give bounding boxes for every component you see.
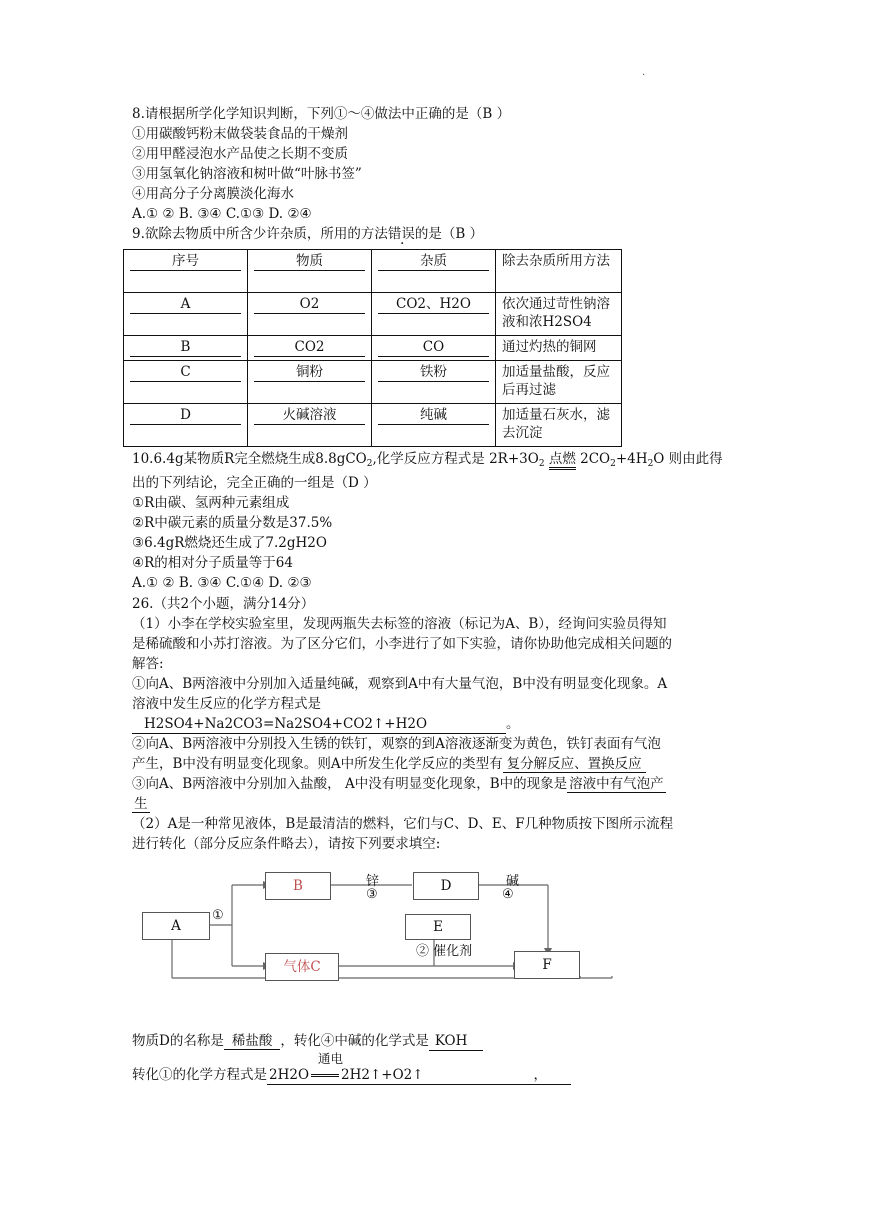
node-c: 气体C bbox=[265, 953, 339, 981]
q26-s2-answer: 复分解反应、置换反应 bbox=[503, 756, 646, 773]
flow-diagram bbox=[128, 858, 614, 990]
table-row: C 铜粉 铁粉 加适量盐酸，反应后再过滤 bbox=[124, 361, 622, 404]
label-4: ④ bbox=[502, 887, 514, 902]
q26-s1-answer: H2SO4+Na2CO3=Na2SO4+CO2↑+H2O bbox=[132, 715, 506, 734]
q26-stem: 26.（共2个小题，满分14分） bbox=[132, 596, 315, 612]
q10-item-1: ①R由碳、氢两种元素组成 bbox=[132, 495, 290, 511]
q10-options: A.① ② B. ③④ C.①④ D. ②③ bbox=[132, 575, 312, 591]
q9-table bbox=[123, 249, 622, 447]
q26-s1-answer-line: H2SO4+Na2CO3=Na2SO4+CO2↑+H2O 。 bbox=[132, 715, 520, 734]
q10-stem-line2: 出的下列结论，完全正确的一组是（D ） bbox=[132, 475, 377, 491]
q9-stem bbox=[132, 225, 483, 243]
q26-s1-line2: 溶液中发生反应的化学方程式是 bbox=[132, 696, 321, 712]
label-base: 碱 bbox=[506, 874, 520, 889]
q9-stem-post: 的是（B ） bbox=[414, 226, 484, 242]
q10-item-3: ③6.4gR燃烧还生成了7.2gH2O bbox=[132, 535, 327, 551]
q8-item-4: ④用高分子分离膜淡化海水 bbox=[132, 186, 294, 202]
q10-item-2: ②R中碳元素的质量分数是37.5% bbox=[132, 515, 333, 531]
top-mark: · bbox=[642, 70, 646, 81]
q26-s2-line1: ②向A、B两溶液中分别投入生锈的铁钉，观察的到A溶液逐渐变为黄色，铁钉表面有气泡 bbox=[132, 736, 661, 752]
q26-p2-line2: 进行转化（部分反应条件略去），请按下列要求填空: bbox=[132, 836, 441, 852]
q9-stem-emphasis: 错误 bbox=[387, 226, 415, 242]
q10-item-4: ④R的相对分子质量等于64 bbox=[132, 555, 293, 571]
equation-line: 转化①的化学方程式是 2H2O 2H2↑+O2↑ ， bbox=[132, 1066, 571, 1085]
node-e: E bbox=[405, 914, 471, 940]
q26-p2-line1: （2）A是一种常见液体，B是最清洁的燃料，它们与C、D、E、F几种物质按下图所示流程 bbox=[132, 816, 674, 832]
q26-s1-line1: ①向A、B两溶液中分别加入适量纯碱，观察到A中有大量气泡，B中没有明显变化现象。A bbox=[132, 676, 668, 692]
q8-item-3: ③用氢氧化钠溶液和树叶做“叶脉书签” bbox=[132, 166, 362, 182]
q8-stem: 8.请根据所学化学知识判断，下列①～④做法中正确的是（B ） bbox=[132, 106, 511, 122]
q26-p1-line2: 是稀硫酸和小苏打溶液。为了区分它们，小李进行了如下实验，请你协助他完成相关问题的 bbox=[132, 636, 672, 652]
answer-base: KOH bbox=[429, 1032, 483, 1051]
answer-d: 稀盐酸 bbox=[224, 1033, 281, 1050]
table-row: D 火碱溶液 纯碱 加适量石灰水，滤去沉淀 bbox=[124, 404, 622, 447]
q26-p1-line1: （1）小李在学校实验室里，发现两瓶失去标签的溶液（标记为A、B），经询问实验员得知 bbox=[132, 616, 667, 632]
q8-item-2: ②用甲醛浸泡水产品使之长期不变质 bbox=[132, 146, 348, 162]
q8-item-1: ①用碳酸钙粉末做袋装食品的干燥剂 bbox=[132, 126, 348, 142]
header-cell: 杂质 bbox=[372, 250, 496, 293]
q26-s3-line1: ③向A、B两溶液中分别加入盐酸， A中没有明显变化现象，B中的现象是 溶液中有气泡产 bbox=[132, 776, 664, 792]
table-row: B CO2 CO 通过灼热的铜网 bbox=[124, 336, 622, 361]
q10-condition: 点燃 bbox=[549, 451, 576, 470]
eq-condition: 通电 bbox=[318, 1051, 344, 1066]
header-cell: 除去杂质所用方法 bbox=[496, 250, 622, 293]
answer-d-line: 物质D的名称是 稀盐酸 ，转化④中碱的化学式是 KOH bbox=[132, 1032, 483, 1051]
q26-s2-line2: 产生，B中没有明显变化现象。则A中所发生化学反应的类型有 复分解反应、置换反应 bbox=[132, 755, 646, 773]
q26-s3-line2: 生 bbox=[134, 796, 148, 812]
label-2: ② 催化剂 bbox=[416, 944, 473, 959]
table-header-row bbox=[124, 250, 622, 293]
header-cell: 物质 bbox=[248, 250, 372, 293]
table-row: A O2 CO2、H2O 依次通过苛性钠溶液和浓H2SO4 bbox=[124, 293, 622, 336]
q8-options: A.① ② B. ③④ C.①③ D. ②④ bbox=[132, 206, 312, 222]
q26-s3-answer: 溶液中有气泡产 bbox=[569, 776, 664, 792]
q9-stem-pre: 9.欲除去物质中所含少许杂质，所用的方法 bbox=[132, 226, 388, 242]
label-zinc: 锌 bbox=[366, 874, 380, 889]
node-f: F bbox=[514, 951, 580, 979]
header-cell: 序号 bbox=[124, 250, 248, 293]
node-b: B bbox=[265, 872, 331, 900]
q10-stem-line1: 10.6.4g某物质R完全燃烧生成8.8gCO$_2$,化学反应方程式是 $2R+3O_2$ 点燃 $2CO_2+4H_2O$ 则由此得 bbox=[132, 451, 723, 469]
node-a: A bbox=[142, 912, 210, 940]
equation-answer: 2H2O 2H2↑+O2↑ ， bbox=[267, 1066, 571, 1085]
label-3: ③ bbox=[366, 887, 378, 902]
label-1: ① bbox=[212, 908, 224, 923]
node-d: D bbox=[413, 872, 479, 900]
q26-p1-line3: 解答: bbox=[132, 656, 164, 672]
